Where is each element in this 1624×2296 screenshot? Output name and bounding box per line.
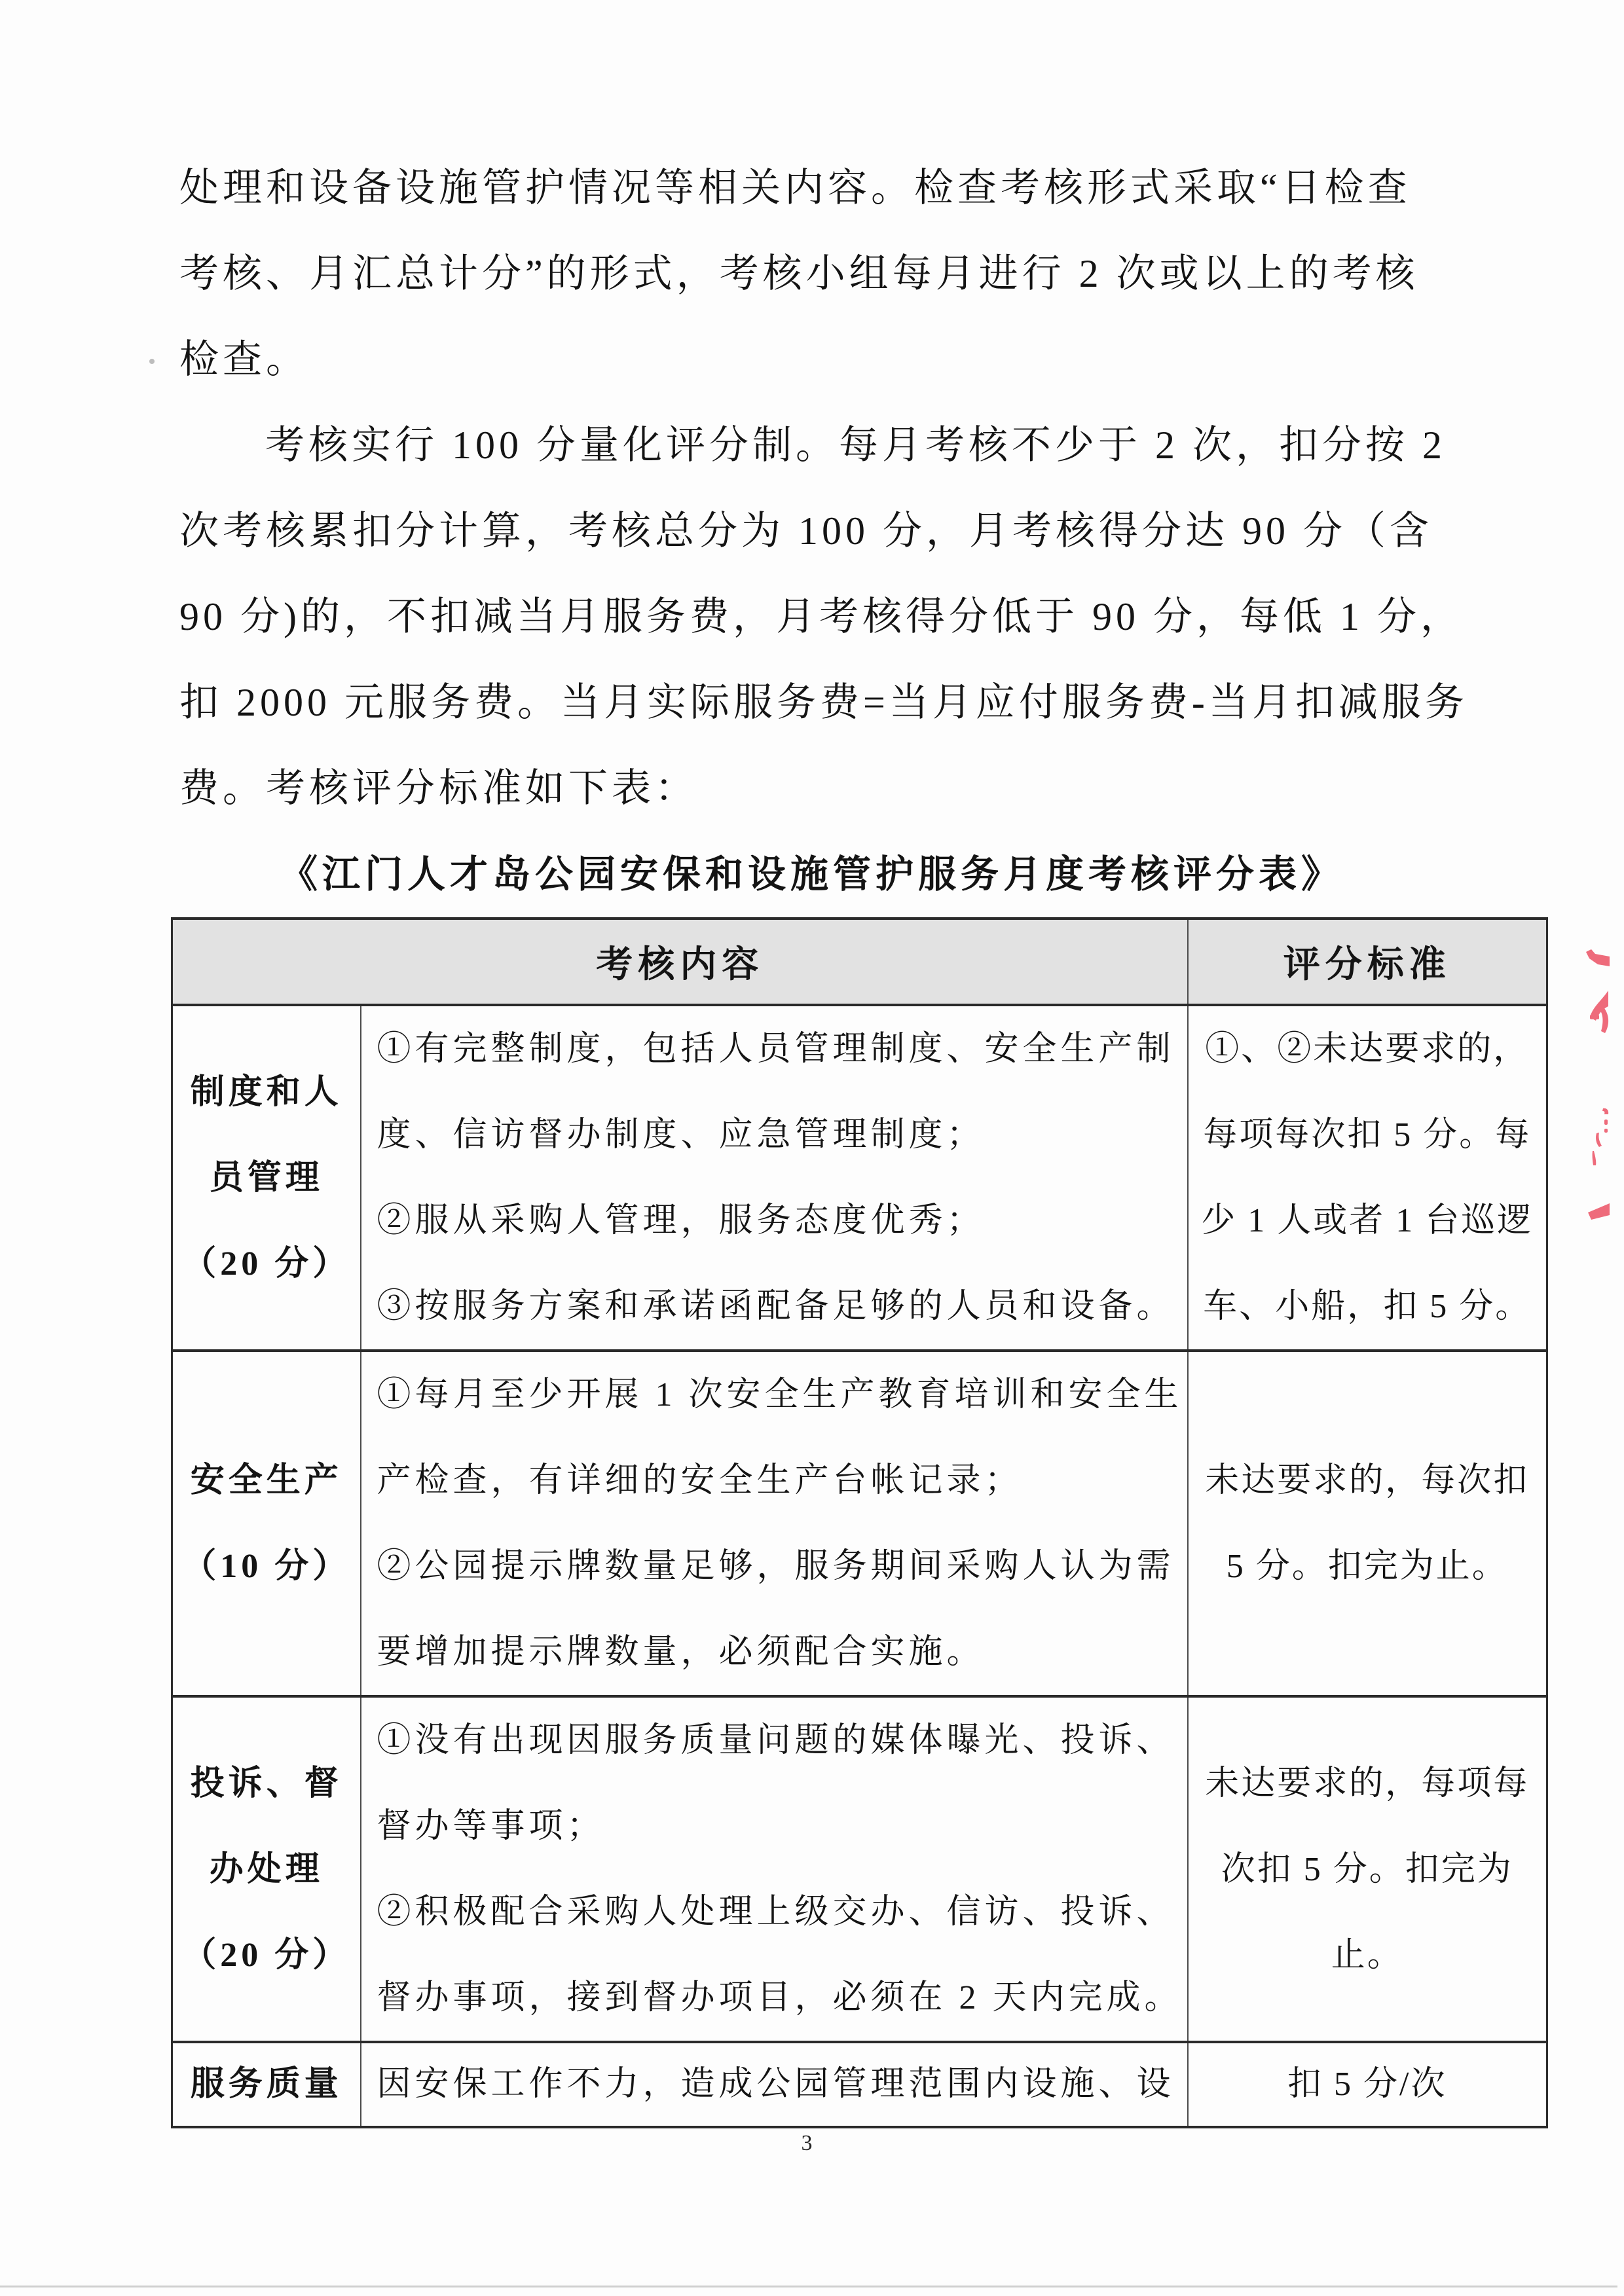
header-content: 考核内容 [172,919,1188,1005]
standard-line: 少 1 人或者 1 台巡逻 [1201,1202,1534,1239]
standard-line: 每项每次扣 5 分。每 [1203,1116,1532,1154]
content-line: 因安保工作不力，造成公园管理范围内设施、设 [377,2066,1175,2103]
content-line: ①没有出现因服务质量问题的媒体曝光、投诉、 [377,1722,1175,1759]
standard-line: 扣 5 分/次 [1287,2066,1447,2103]
paragraph-1-line-3: 检查。 [179,338,309,381]
table-row [172,1696,1547,2042]
page-number: 3 [801,2131,813,2155]
seal-stamp-icon [1578,943,1624,1231]
row-standard [1188,1696,1547,2042]
table-row [172,1351,1547,1696]
row-standard [1188,1351,1547,1696]
content-line: ①每月至少开展 1 次安全生产教育培训和安全生 [377,1376,1183,1413]
paragraph-2-line-3: 90 分)的，不扣减当月服务费，月考核得分低于 90 分，每低 1 分， [179,595,1464,638]
content-line: 产检查，有详细的安全生产台帐记录； [377,1462,1023,1499]
row-content [361,1696,1188,2042]
standard-line: 车、小船，扣 5 分。 [1203,1288,1532,1325]
category-line: 员管理 [209,1159,323,1197]
content-line: ③按服务方案和承诺函配备足够的人员和设备。 [377,1288,1175,1325]
row-content [361,2042,1188,2127]
category-points: （20 分） [182,1245,351,1283]
content-line: 要增加提示牌数量，必须配合实施。 [377,1633,985,1671]
header-standard: 评分标准 [1188,919,1547,1005]
standard-line: ①、②未达要求的， [1205,1030,1530,1068]
row-category [172,1696,361,2042]
category-line: 服务质量 [190,2066,342,2103]
table-row [172,1005,1547,1351]
content-line: 度、信访督办制度、应急管理制度； [377,1116,985,1154]
standard-line: 5 分。扣完为止。 [1226,1548,1508,1585]
standard-line: 未达要求的，每次扣 [1205,1462,1530,1499]
standard-line: 未达要求的，每项每 [1205,1764,1530,1802]
content-line: ①有完整制度，包括人员管理制度、安全生产制 [377,1030,1175,1068]
category-points: （20 分） [182,1936,351,1974]
scoring-table [171,917,1548,2128]
content-line: ②积极配合采购人处理上级交办、信访、投诉、 [377,1893,1175,1931]
paragraph-2-line-4: 扣 2000 元服务费。当月实际服务费=当月应付服务费-当月扣减服务 [179,681,1468,724]
scan-speck [149,359,155,364]
table-header-row [172,919,1547,1005]
category-line: 制度和人 [190,1073,342,1111]
category-line: 安全生产 [190,1462,342,1499]
paragraph-2-line-5: 费。考核评分标准如下表： [179,767,698,810]
row-category [172,1351,361,1696]
content-line: ②公园提示牌数量足够，服务期间采购人认为需 [377,1548,1175,1585]
row-content [361,1351,1188,1696]
category-line: 投诉、督 [190,1764,342,1802]
category-line: 办处理 [209,1850,323,1888]
standard-line: 止。 [1331,1936,1403,1974]
standard-line: 次扣 5 分。扣完为 [1221,1850,1513,1888]
paragraph-2-line-2: 次考核累扣分计算，考核总分为 100 分，月考核得分达 90 分（含 [179,509,1433,553]
row-category [172,2042,361,2127]
row-standard [1188,2042,1547,2127]
row-standard [1188,1005,1547,1351]
scan-edge-line [0,2286,1617,2287]
paragraph-1-line-1: 处理和设备设施管护情况等相关内容。检查考核形式采取“日检查 [179,166,1411,210]
category-points: （10 分） [182,1548,351,1585]
content-line: ②服从采购人管理，服务态度优秀； [377,1202,985,1239]
table-title: 《江门人才岛公园安保和设施管护服务月度考核评分表》 [280,853,1344,896]
paragraph-1-line-2: 考核、月汇总计分”的形式，考核小组每月进行 2 次或以上的考核 [179,252,1419,295]
row-category [172,1005,361,1351]
content-line: 督办事项，接到督办项目，必须在 2 天内完成。 [377,1979,1183,2016]
paragraph-2-line-1: 考核实行 100 分量化评分制。每月考核不少于 2 次，扣分按 2 [265,424,1446,467]
table-row [172,2042,1547,2127]
row-content [361,1005,1188,1351]
content-line: 督办等事项； [377,1808,605,1845]
